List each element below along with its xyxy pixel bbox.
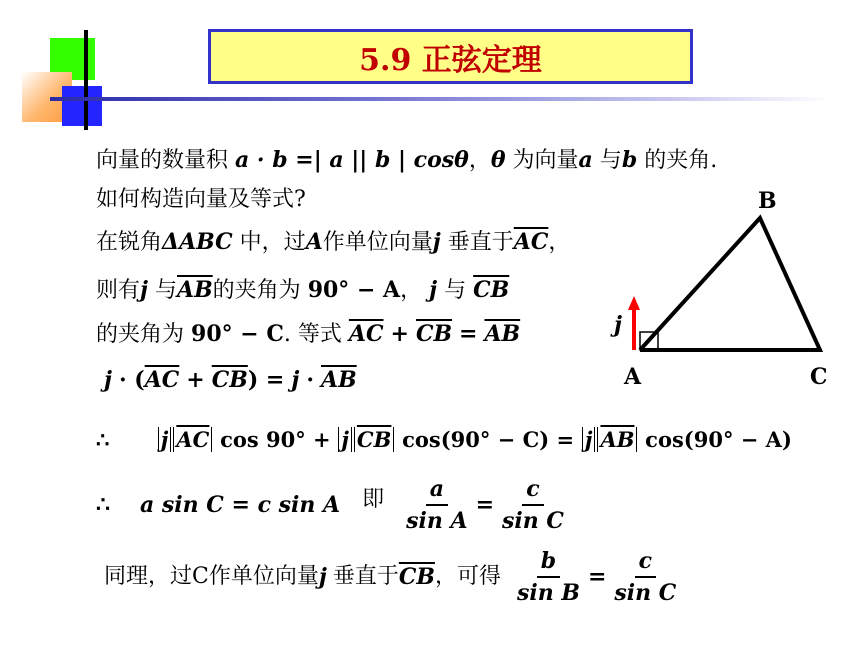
l1-sep: ，	[468, 148, 491, 173]
l3-mid2: 作单位向量	[322, 230, 433, 255]
decor-blue-square	[62, 86, 102, 126]
fraction-b-over-sin-b	[513, 546, 584, 608]
unit-vector-j: j	[429, 277, 438, 303]
cos-90-plus: cos 90° +	[220, 427, 331, 452]
l4-mid: 的夹角为	[212, 278, 301, 303]
dot-open: · (	[118, 367, 145, 393]
vector-ab: $\overline{AB}$	[177, 277, 213, 303]
equals-sign: =	[459, 321, 478, 347]
unit-vector-j: j	[291, 367, 300, 393]
cos-90-minus-a-term: cos(90° − A)	[645, 427, 792, 452]
l9-mid: 垂直于	[332, 564, 399, 589]
vertex-b-label: B	[758, 188, 777, 214]
fraction-numerator: c	[522, 474, 543, 506]
sine-relation: a sin C = c sin A	[140, 492, 341, 518]
fraction-c-over-sin-c	[498, 474, 568, 536]
dot-sign: ·	[306, 367, 314, 393]
abs-vector-ab: $\overline{AB}$	[597, 427, 637, 452]
vector-j-label: j	[614, 312, 622, 338]
abs-j: j	[158, 427, 172, 452]
angle-90-minus-c: 90° − C	[191, 321, 284, 347]
vector-cb: $\overline{CB}$	[211, 367, 248, 393]
theta: θ	[490, 147, 506, 173]
fraction-numerator: a	[426, 474, 448, 506]
fraction-numerator: c	[635, 546, 656, 578]
vec-b: b	[621, 147, 638, 173]
vector-cb: $\overline{CB}$	[398, 564, 435, 590]
triangle-abc: ΔABC	[162, 229, 233, 255]
ji-label: 即	[362, 487, 385, 512]
vector-ab: $\overline{AB}$	[321, 367, 357, 393]
vector-ac: $\overline{AC}$	[144, 367, 180, 393]
close-equals: ) =	[247, 367, 285, 393]
unit-vector-j: j	[104, 367, 112, 393]
vector-cb: $\overline{CB}$	[473, 277, 510, 303]
text-line-4	[96, 276, 509, 305]
plus-sign: +	[186, 367, 205, 393]
therefore-symbol: ∴	[96, 492, 110, 518]
angle-90-minus-a: 90° − A	[307, 277, 401, 303]
abs-j: j	[582, 427, 596, 452]
equals-sign: =	[587, 564, 607, 590]
text-line-2: 如何构造向量及等式?	[96, 187, 306, 212]
l4-comma: ，	[400, 278, 423, 303]
plus-sign: +	[390, 321, 409, 347]
page-title: 5.9 正弦定理	[359, 42, 542, 78]
cos-90-minus-c-term: cos(90° − C) =	[402, 427, 575, 452]
l5-prefix: 的夹角为	[96, 322, 185, 347]
unit-vector-j: j	[432, 229, 441, 255]
l4-with2: 与	[444, 278, 467, 303]
vertex-c-label: C	[810, 364, 828, 390]
arrow-head-icon	[628, 296, 640, 310]
fraction-denominator: sin C	[502, 508, 564, 534]
vector-ab: $\overline{AB}$	[484, 321, 521, 347]
text-line-5	[96, 320, 520, 349]
abs-j: j	[338, 427, 352, 452]
dot-product-formula: a · b =| a || b | cosθ	[235, 147, 469, 173]
fraction-a-over-sin-a	[402, 474, 471, 536]
l1-prefix: 向量的数量积	[96, 148, 229, 173]
vector-ac: $\overline{AC}$	[348, 321, 384, 347]
text-line-7	[96, 426, 792, 454]
fraction-denominator: sin C	[614, 580, 677, 606]
point-a: A	[305, 229, 323, 255]
title-box	[208, 29, 693, 84]
l3-prefix: 在锐角	[96, 230, 163, 255]
unit-vector-j: j	[318, 564, 327, 590]
l1-suffix: 的夹角.	[644, 148, 718, 173]
triangle-abc-shape	[640, 218, 820, 350]
abs-vector-ac: $\overline{AC}$	[173, 427, 212, 452]
l1-mid: 为向量	[512, 148, 579, 173]
text-line-6	[104, 366, 357, 395]
equals-sign: =	[475, 492, 495, 518]
text-line-9	[104, 542, 684, 612]
vector-cb: $\overline{CB}$	[415, 321, 453, 347]
text-line-8	[96, 470, 572, 540]
decor-vertical-line	[84, 30, 88, 130]
l1-with: 与	[599, 148, 622, 173]
l5-mid: . 等式	[283, 322, 342, 347]
l3-mid1: 中，过	[239, 230, 306, 255]
unit-vector-j: j	[140, 277, 148, 303]
l4-with: 与	[154, 278, 177, 303]
vector-ac: $\overline{AC}$	[513, 229, 549, 255]
vec-a: a	[578, 147, 593, 173]
therefore-symbol: ∴	[96, 427, 110, 452]
l4-prefix: 则有	[96, 278, 141, 303]
vertex-a-label: A	[624, 364, 642, 390]
fraction-numerator: b	[537, 546, 560, 578]
text-line-1	[96, 146, 717, 175]
l3-mid3: 垂直于	[447, 230, 514, 255]
fraction-denominator: sin B	[516, 580, 580, 606]
fraction-denominator: sin A	[406, 508, 468, 534]
l9-prefix: 同理，过C作单位向量	[104, 564, 319, 589]
abs-vector-cb: $\overline{CB}$	[354, 427, 394, 452]
l9-mid2: ，可得	[434, 564, 501, 589]
l3-end: ，	[548, 230, 571, 255]
text-line-3	[96, 228, 570, 257]
fraction-c-over-sin-c	[610, 546, 680, 608]
decor-horizontal-rule	[50, 97, 830, 101]
